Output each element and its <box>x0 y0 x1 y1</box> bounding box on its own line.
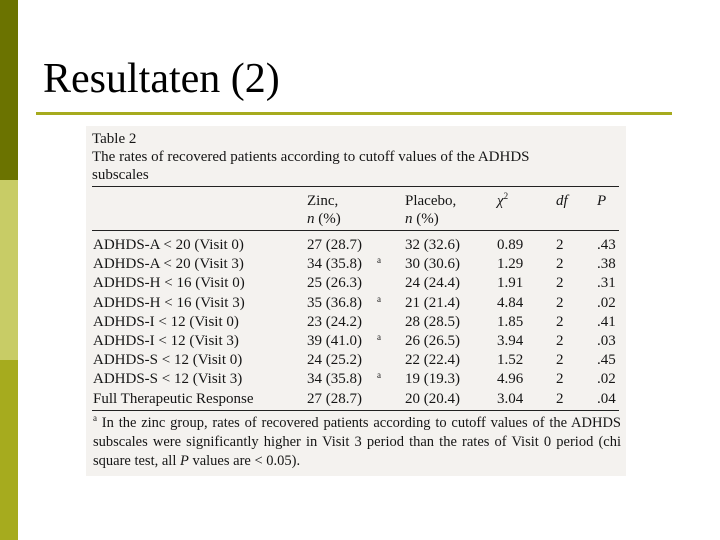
df-value: 2 <box>556 294 564 311</box>
accent-bar-top <box>0 0 18 180</box>
zinc-value: 27 (28.7) <box>307 237 362 253</box>
chi-square-value: 1.91 <box>497 275 524 292</box>
zinc-value: 34 (35.8) <box>307 256 362 273</box>
chi-square-value: 1.29 <box>497 256 524 273</box>
footnote-marker: a <box>377 255 381 266</box>
chi-square-value: 3.94 <box>497 333 524 349</box>
row-label: ADHDS-I < 12 (Visit 3) <box>93 333 239 349</box>
header-zinc: Zinc, n (%) <box>307 193 341 227</box>
placebo-value: 20 (20.4) <box>405 390 460 407</box>
placebo-value: 21 (21.4) <box>405 294 460 311</box>
row-label: ADHDS-H < 16 (Visit 3) <box>93 294 245 311</box>
df-value: 2 <box>556 390 564 407</box>
placebo-value: 26 (26.5) <box>405 333 460 349</box>
header-df: df <box>556 193 568 209</box>
table-header-rule <box>92 230 619 231</box>
zinc-value: 25 (26.3) <box>307 275 362 292</box>
chi-square-value: 4.84 <box>497 294 524 311</box>
placebo-value: 19 (19.3) <box>405 371 460 388</box>
row-label: ADHDS-H < 16 (Visit 0) <box>93 275 245 292</box>
row-label: ADHDS-I < 12 (Visit 0) <box>93 313 239 330</box>
footnote-marker: a <box>377 332 381 342</box>
title-underline <box>36 112 672 115</box>
header-chi-square: $\chi^2$ <box>497 191 509 209</box>
p-value: .41 <box>597 313 616 330</box>
p-value: .02 <box>597 371 616 388</box>
zinc-value: 34 (35.8) <box>307 371 362 388</box>
accent-bar-middle <box>0 180 18 360</box>
zinc-value: 27 (28.7) <box>307 390 362 407</box>
table-footnote: $^a$ In the zinc group, rates of recovered patients according to cutoff values of the ADHDS subscales were significantly higher in Visit 3 period than the rates of Visit 0 period (chi square test, all P values are < 0.05). <box>93 413 621 469</box>
chi-square-value: 0.89 <box>497 237 524 253</box>
df-value: 2 <box>556 313 564 330</box>
p-value: .03 <box>597 333 616 349</box>
p-value: .02 <box>597 294 616 311</box>
p-value: .04 <box>597 390 616 407</box>
zinc-value: 35 (36.8) <box>307 294 362 311</box>
chi-square-value: 4.96 <box>497 371 524 388</box>
slide-title: Resultaten (2) <box>43 56 280 102</box>
accent-bar-bottom <box>0 360 18 540</box>
zinc-value: 39 (41.0) <box>307 333 362 349</box>
row-label: ADHDS-A < 20 (Visit 0) <box>93 237 244 253</box>
p-value: .43 <box>597 237 616 253</box>
df-value: 2 <box>556 371 564 388</box>
row-label: ADHDS-A < 20 (Visit 3) <box>93 256 244 273</box>
row-label: ADHDS-S < 12 (Visit 0) <box>93 352 243 369</box>
header-placebo: Placebo, n (%) <box>405 193 457 227</box>
table-caption-line-1: The rates of recovered patients according to cutoff values of the ADHDS <box>92 149 530 165</box>
header-p: P <box>597 193 607 209</box>
scanned-table-figure <box>86 126 626 476</box>
df-value: 2 <box>556 237 564 253</box>
footnote-marker: a <box>377 370 381 381</box>
p-value: .31 <box>597 275 616 292</box>
row-label: Full Therapeutic Response <box>93 390 254 407</box>
row-label: ADHDS-S < 12 (Visit 3) <box>93 371 243 388</box>
table-top-rule <box>92 186 619 187</box>
table-label: Table 2 <box>92 131 137 147</box>
chi-square-value: 1.85 <box>497 313 524 330</box>
placebo-value: 24 (24.4) <box>405 275 460 292</box>
footnote-marker: a <box>377 293 381 304</box>
df-value: 2 <box>556 275 564 292</box>
chi-square-value: 3.04 <box>497 390 524 407</box>
placebo-value: 22 (22.4) <box>405 352 460 369</box>
table-bottom-rule <box>92 410 619 411</box>
zinc-value: 24 (25.2) <box>307 352 362 369</box>
df-value: 2 <box>556 352 564 369</box>
zinc-value: 23 (24.2) <box>307 313 362 330</box>
placebo-value: 28 (28.5) <box>405 313 460 330</box>
df-value: 2 <box>556 333 564 349</box>
p-value: .45 <box>597 352 616 369</box>
p-value: .38 <box>597 256 616 273</box>
table-caption-line-2: subscales <box>92 167 149 183</box>
df-value: 2 <box>556 256 564 273</box>
placebo-value: 32 (32.6) <box>405 237 460 253</box>
chi-square-value: 1.52 <box>497 352 524 369</box>
placebo-value: 30 (30.6) <box>405 256 460 273</box>
